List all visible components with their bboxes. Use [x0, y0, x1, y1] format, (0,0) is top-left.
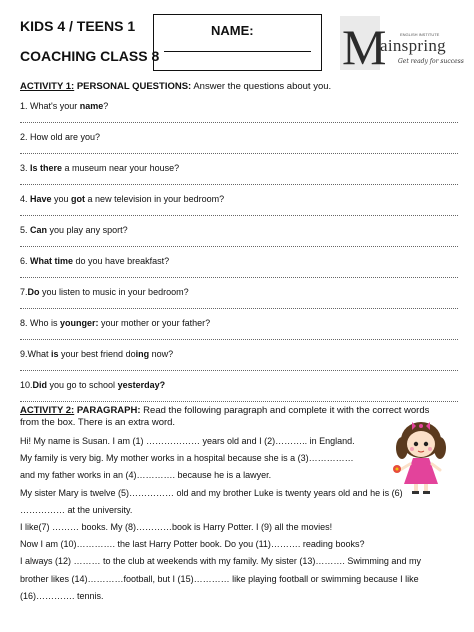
question-text-part: your best friend do: [58, 349, 136, 359]
question-text-part: now?: [149, 349, 174, 359]
paragraph-line: (16)…………. tennis.: [20, 590, 104, 601]
activity2-instruction-line2: from the box. There is an extra word.: [20, 417, 176, 428]
answer-line-7[interactable]: [20, 307, 458, 309]
paragraph-line: Hi! My name is Susan. I am (1) ……………… years old and I (2)……….. in England.: [20, 436, 355, 446]
question-text-part: you listen to music in your bedroom?: [39, 287, 189, 297]
question-text-part: 2. How old are you?: [20, 132, 101, 142]
question-6: [20, 256, 169, 266]
answer-line-1[interactable]: [20, 121, 458, 123]
question-text-part: 1. What's your: [20, 101, 80, 111]
question-text-part: you: [51, 194, 72, 204]
name-label: NAME:: [211, 23, 254, 38]
question-8: [20, 318, 210, 328]
question-text-part: Can: [30, 225, 48, 235]
question-7: [20, 287, 189, 297]
paragraph-line: My family is very big. My mother works in a hospital because she is a (3)……………: [20, 453, 354, 464]
activity1-label: ACTIVITY 1:: [20, 81, 75, 92]
paragraph-line: Now I am (10)…………. the last Harry Potter book. Do you (11)………. reading books?: [20, 539, 365, 550]
paragraph-line: I always (12) ……… to the club at weekends with my family. My sister (13)………. Swimming and my: [20, 556, 421, 567]
question-text-part: 3.: [20, 163, 31, 173]
answer-line-5[interactable]: [20, 245, 458, 247]
name-write-line[interactable]: [164, 51, 311, 52]
paragraph-line: My sister Mary is twelve (5)…………… old and my brother Luke is twenty years old and he is (6): [20, 487, 403, 498]
answer-line-2[interactable]: [20, 152, 458, 154]
question-text-part: do you have breakfast?: [73, 256, 170, 266]
logo-tagline: Get ready for success: [398, 58, 464, 65]
answer-line-6[interactable]: [20, 276, 458, 278]
question-9: [20, 349, 173, 359]
question-text-part: 9.What: [20, 349, 52, 359]
question-3: [20, 163, 179, 173]
question-text-part: 6.: [20, 256, 31, 266]
question-10: [20, 380, 165, 390]
activity1-heading: [20, 81, 460, 93]
question-text-part: Have: [30, 194, 52, 204]
activity2-instruction: Read the following paragraph and complete it with the correct words: [140, 405, 430, 416]
paragraph-line: …………… at the university.: [20, 504, 133, 515]
answer-line-4[interactable]: [20, 214, 458, 216]
question-text-part: What time: [30, 256, 74, 266]
activity1-title: PERSONAL QUESTIONS:: [76, 81, 192, 92]
question-text-part: is: [51, 349, 59, 359]
mainspring-logo: [336, 14, 464, 74]
question-text-part: you play any sport?: [47, 225, 128, 235]
question-2: [20, 132, 100, 142]
class-level-title: KIDS 4 / TEENS 1: [20, 18, 136, 34]
paragraph-line: I like(7) ……… books. My (8)…………book is Harry Potter. I (9) all the movies!: [20, 522, 333, 532]
answer-line-3[interactable]: [20, 183, 458, 185]
activity2-label: ACTIVITY 2:: [20, 405, 75, 416]
answer-line-10[interactable]: [20, 400, 458, 402]
logo-initial: M: [342, 19, 387, 74]
question-text-part: your mother or your father?: [98, 318, 211, 328]
girl-illustration-icon: [386, 418, 456, 496]
question-text-part: a new television in your bedroom?: [85, 194, 225, 204]
question-text-part: a museum near your house?: [62, 163, 180, 173]
question-text-part: got: [71, 194, 86, 204]
question-1: [20, 101, 108, 111]
question-text-part: Is there: [30, 163, 63, 173]
question-text-part: younger:: [60, 318, 99, 328]
paragraph-line: and my father works in an (4)…………. because he is a lawyer.: [20, 470, 272, 481]
question-text-part: ?: [103, 101, 109, 111]
question-4: [20, 194, 224, 204]
question-text-part: ing: [135, 349, 150, 359]
question-text-part: yesterday?: [117, 380, 166, 390]
question-text-part: 4.: [20, 194, 31, 204]
answer-line-8[interactable]: [20, 338, 458, 340]
activity2-title: PARAGRAPH:: [76, 405, 141, 416]
logo-wordmark: ainspring: [380, 36, 446, 55]
question-text-part: 10.: [20, 380, 33, 390]
logo-institute-text: ENGLISH INSTITUTE: [400, 32, 440, 37]
question-text-part: you go to school: [47, 380, 118, 390]
question-text-part: 8. Who is: [20, 318, 61, 328]
question-text-part: Do: [27, 287, 40, 297]
question-text-part: 5.: [20, 225, 31, 235]
answer-line-9[interactable]: [20, 369, 458, 371]
name-box: [153, 14, 322, 71]
question-text-part: Did: [32, 380, 48, 390]
question-text-part: name: [79, 101, 104, 111]
question-5: [20, 225, 128, 235]
activity1-instruction: Answer the questions about you.: [191, 81, 332, 92]
class-name-title: COACHING CLASS 8: [20, 48, 160, 64]
question-text-part: 7.: [20, 287, 28, 297]
paragraph-line: brother likes (14)…………football, but I (15)………… like playing football or swimming because I like: [20, 573, 419, 584]
